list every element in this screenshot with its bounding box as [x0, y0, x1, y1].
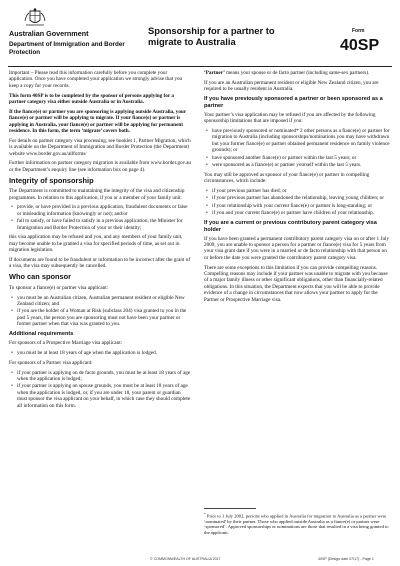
- org-name: Australian Government: [9, 29, 89, 38]
- important-notice: Important – Please read this information carefully before you complete your application. Once you have completed your application we strongly advise that you keep a copy for your records.: [9, 70, 183, 89]
- migrate-definition: If the fiance(e) or partner you are sponsoring is applying outside Australia, your fiance(e) or partner will be applying to migrate. If your fiance(e) or partner is applying in Australia, your fiance(e) or partner will be applying for permanent residence. In this form, the term ‘migrate’ covers both.: [9, 108, 187, 135]
- footnote-mark: *: [204, 512, 206, 516]
- footnote: [204, 512, 390, 535]
- list-item: • if your partner is applying on spouse grounds, you must be at least 18 years of age when the application is lodged, or, if you are under 18, your parent or guardian must sponsor the visa applicant on your behalf, in which case they should complete all information on this form.: [17, 383, 191, 409]
- form-number: 40SP: [340, 37, 380, 54]
- left-column: [9, 70, 191, 412]
- partner-definition-text: means your spouse or de facto partner (including same-sex partners).: [224, 70, 370, 76]
- contributory-limitation: If you have been granted a permanent contributory parent category visa on or after 1 July 2009, you are unable to sponsor a person for a partner or fiance(e) visa for 5 years from your visa grant date if you were in a married or de facto relationship with that person on or before the date you were granted the contributory parent category visa.: [204, 235, 390, 261]
- partner-intro: For sponsors of a Partner visa applicant:: [9, 359, 93, 366]
- footnote-divider: [204, 508, 256, 509]
- prospective-intro: For sponsors of a Prospective Marriage visa applicant:: [9, 340, 123, 347]
- heading-integrity: Integrity of sponsorship: [9, 175, 94, 185]
- list-item: • if you and your current fiance(e) or partner have children of your relationship.: [212, 210, 392, 216]
- right-column: [204, 70, 392, 306]
- form-label: Form: [352, 28, 365, 34]
- who-list: [9, 295, 191, 328]
- partner-list: [9, 370, 191, 409]
- list-item: • if your previous partner has abandoned the relationship, leaving young children; or: [212, 195, 392, 201]
- header-divider: [8, 66, 392, 67]
- integrity-consequence: this visa application may be refused and you, and any members of your family unit, may become unable to be granted a visa for specified periods of time, as set out in migration legislation.: [9, 234, 183, 254]
- partner-term: ‘Partner’: [204, 70, 225, 76]
- list-item: • if your relationship with your current fiance(e) or partner is long-standing; or: [212, 203, 392, 209]
- heading-previous-sponsor: If you have previously sponsored a partner or been sponsored as a partner: [204, 96, 383, 109]
- partner-definition: [204, 70, 392, 76]
- exceptions-note: There are some exceptions to this limitation if you can provide compelling reasons. Compelling reasons may include if your partner was unable to migrate with you because of a major family illness or other significant obligations, other than financially-related obligations. In this situation, the Department expects that you will be able to provide evidence of a change in circumstances that now allows your partner to apply for the Partner or Prospective Marriage visa.: [204, 264, 388, 303]
- heading-who-can-sponsor: Who can sponsor: [9, 272, 72, 282]
- form-purpose: This form 40SP is to be completed by the sponsor of persons applying for a partner category visa either outside Australia or in Australia.: [9, 92, 174, 106]
- page-number: 40SP (Design date 07/17) - Page 1: [318, 557, 374, 561]
- heading-contributory-parent: If you are a current or previous contributory parent category visa holder: [204, 219, 377, 233]
- further-information: Further information on partner category migration is available from www.border.gov.au or the Department’s enquiry line (see information box on page 4).: [9, 160, 191, 173]
- limitations-list: [204, 128, 392, 168]
- page-title: Sponsorship for a partner to migrate to Australia: [148, 25, 275, 47]
- list-item: • have previously sponsored or nominated* 2 other persons as a fiance(e) or partner for migration to Australia (including sponsorships/nominations you may have withdrawn but your former fiance(e) or partner obtained permanent residence on family violence grounds); or: [212, 128, 392, 154]
- heading-additional-requirements: Additional requirements: [9, 331, 74, 338]
- list-item: • fail to satisfy, or have failed to satisfy in a previous application, the Minister for Immigration and Border Protection of your or their identity;: [17, 218, 191, 231]
- list-item: • have sponsored another fiance(e) or partner within the last 5 years; or: [212, 155, 392, 161]
- list-item: • were sponsored as a fiance(e) or partner yourself within the last 5 years.: [212, 162, 392, 168]
- list-item: • if your partner is applying on de facto grounds, you must be at least 18 years of age when the application is lodged;: [17, 370, 191, 383]
- list-item: • if your previous partner has died; or: [212, 188, 392, 194]
- footnote-text: Prior to 1 July 2002, persons who applied in Australia for migration to Australia as a partner were ‘nominated’ by their partner. Those who applied outside Australia as a fiance(e) or partner were ‘sponsored’. Approved sponsorships or nominations are those that resulted in a visa being granted to the applicant.: [204, 513, 389, 535]
- limitations-intro: Your partner’s visa application may be refused if you are affected by the following sponsorship limitations that are imposed if you:: [204, 111, 376, 125]
- list-item: • if you are the holder of a Woman at Risk (subclass 204) visa granted to you in the past 5 years, the person you are sponsoring must not have been your partner or former partner when that visa was granted to you.: [17, 308, 191, 327]
- list-item: • you must be an Australian citizen, Australian permanent resident or eligible New Zealand citizen; and: [17, 295, 191, 308]
- compelling-list: [204, 188, 392, 217]
- prospective-list: [9, 350, 191, 356]
- integrity-list: [9, 204, 191, 231]
- who-intro: To sponsor a fiance(e) or partner visa applicant:: [9, 284, 109, 291]
- copyright: © COMMONWEALTH OF AUSTRALIA 2017: [150, 557, 221, 561]
- coat-of-arms-icon: [24, 8, 46, 28]
- integrity-intro: The Department is committed to maintaining the integrity of the visa and citizenship programmes. In relation to this application, if you or a member of your family unit:: [9, 188, 185, 201]
- department-name: Department of Immigration and Border Protection: [9, 41, 125, 56]
- residency-note: If you are an Australian permanent resident or eligible New Zealand citizen, you are required to be usually resident in Australia.: [204, 79, 379, 93]
- list-item: • you must be at least 18 years of age when the application is lodged.: [17, 350, 191, 356]
- cancellation-note: If documents are found to be fraudulent or information to be incorrect after the grant of a visa, the visa may subsequently be cancelled.: [9, 257, 191, 270]
- compelling-intro: You may still be approved as sponsor of your fiance(e) or partner in compelling circumstances, which include:: [204, 171, 370, 185]
- list-item: • provide, or have provided in a previous application, fraudulent documents or false or misleading information (knowingly or not); and/or: [17, 204, 191, 217]
- booklet-details: For details on partner category visa processing, see booklet 1, Partner Migration, which is available on the Department of Immigration and Border Protection (the Department) website www.border.gov.au/allforms/: [9, 137, 191, 157]
